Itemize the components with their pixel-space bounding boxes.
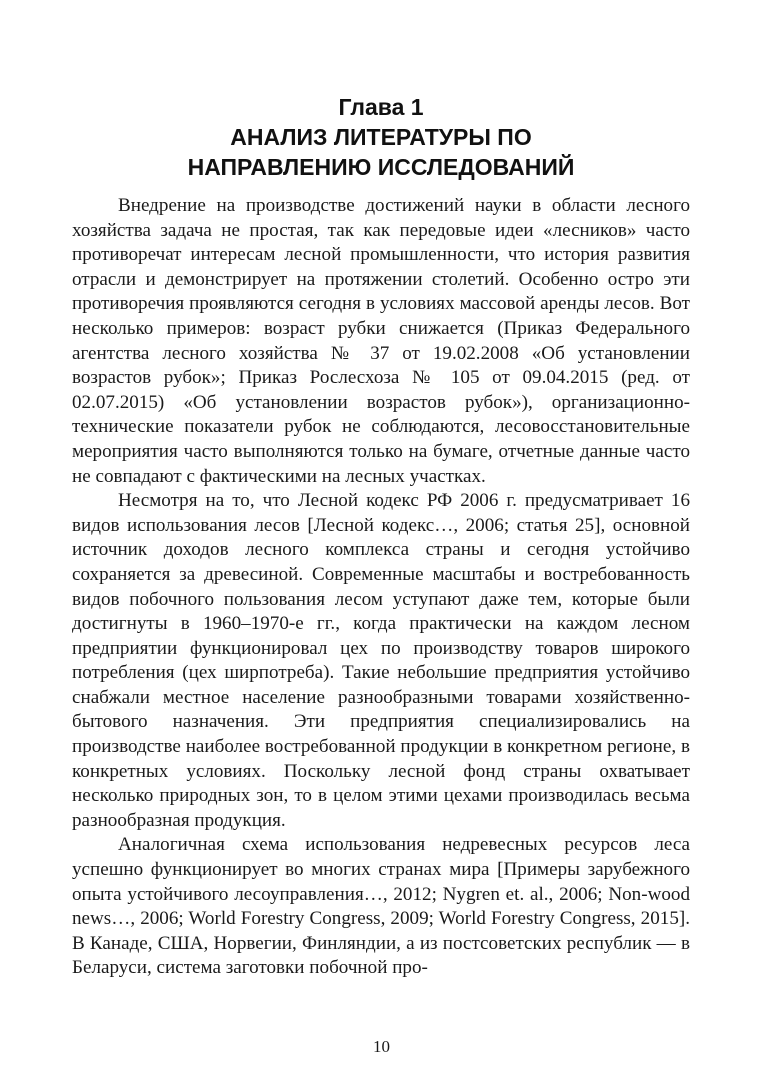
chapter-heading bbox=[72, 92, 690, 182]
chapter-title-line-2: НАПРАВЛЕНИЮ ИССЛЕДОВАНИЙ bbox=[187, 154, 575, 180]
paragraph: Внедрение на производстве достижений науки в области лесного хозяйства задача не простая, так как передовые идеи «лесников» часто противоречат интересам лесной промышленности, что история развития отрасли и демонстрирует на протяжении столетий. Особенно остро эти противоречия проявляются сегодня в условиях массовой аренды лесов. Вот несколько примеров: возраст рубки снижается (Приказ Федерального агентства лесного хозяйства № 37 от 19.02.2008 «Об установлении возрастов рубок»; Приказ Рослесхоза № 105 от 09.04.2015 (ред. от 02.07.2015) «Об установлении возрастов рубок»), организационно-технические показатели рубок не соблюдаются, лесовосстановительные мероприятия часто выполняются только на бумаге, отчетные данные часто не совпадают с фактическими на лесных участках. bbox=[72, 195, 690, 487]
paragraph: Несмотря на то, что Лесной кодекс РФ 2006 г. предусматривает 16 видов использования лесов [Лесной кодекс…, 2006; статья 25], основной источник доходов лесного комплекса страны и сегодня устойчиво сохраняется за древесиной. Современные масштабы и востребованность видов побочного пользования лесом уступают даже тем, которые были достигнуты в 1960–1970-е гг., когда практически на каждом лесном предприятии функционировал цех по производству товаров широкого потребления (цех ширпотреба). Такие небольшие предприятия устойчиво снабжали местное население разнообразными товарами хозяйственно-бытового назначения. Эти предприятия специализировались на производстве наиболее востребованной продукции в конкретном регионе, в конкретных условиях. Поскольку лесной фонд страны охватывает несколько природных зон, то в целом этими цехами производилась весьма разнообразная продукция. bbox=[72, 490, 690, 831]
chapter-title-line-1: АНАЛИЗ ЛИТЕРАТУРЫ ПО bbox=[230, 124, 532, 150]
paragraph: Аналогичная схема использования недревесных ресурсов леса успешно функционирует во многих странах мира [Примеры зарубежного опыта устойчивого лесоуправления…, 2012; Nygren et. al., 2006; Non-wood news…, 2006; World Forestry Congress, 2009; World Forestry Congress, 2015]. В Канаде, США, Норвегии, Финляндии, а из постсоветских республик — в Беларуси, система заготовки побочной про- bbox=[72, 834, 690, 979]
chapter-number: Глава 1 bbox=[338, 94, 424, 120]
page-content bbox=[72, 92, 690, 981]
page-number: 10 bbox=[373, 1037, 390, 1056]
